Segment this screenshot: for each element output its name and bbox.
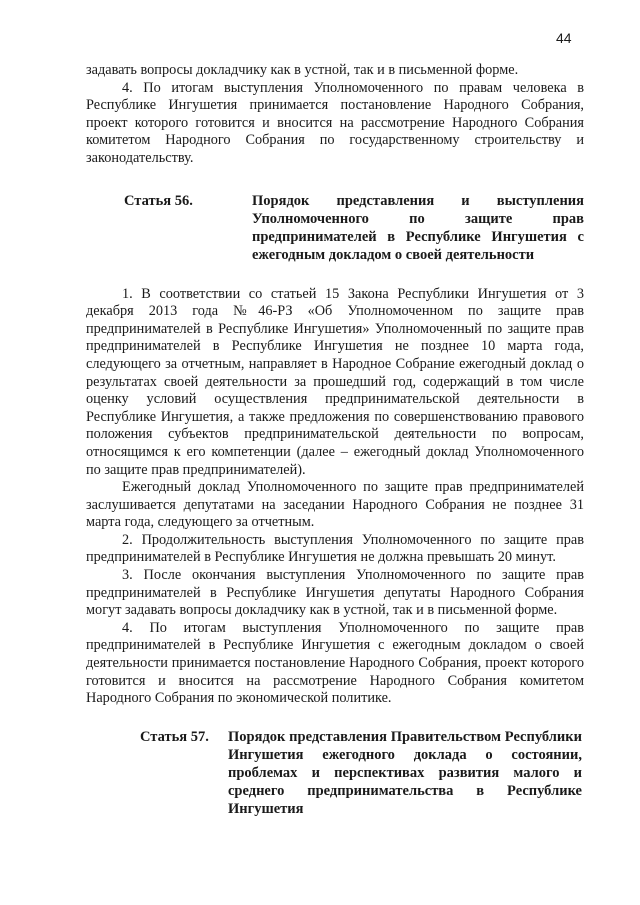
page-number: 44	[556, 30, 572, 46]
article-56-title: Порядок представления и выступления Уполномоченного по защите прав предпринимателей в Республике Ингушетия с ежегодным докладом о своей деятельности	[252, 192, 584, 263]
article-56-label: Статья 56.	[124, 192, 193, 209]
article-56-paragraph-annual-report: Ежегодный доклад Уполномоченного по защите прав предпринимателей заслушивается депутатами на заседании Народного Собрания не позднее 31 марта года, следующего за отчетным.	[86, 479, 584, 531]
article-56-paragraph-4: 4. По итогам выступления Уполномоченного по защите прав предпринимателей в Республике Ингушетия с ежегодным докладом о своей деятельности принимается постановление Народного Собрания, проект которого готовится и вносится на рассмотрение Народного Собрания комитетом Народного Собрания по экономической политике.	[86, 619, 584, 707]
paragraph-item-4-ombudsman: 4. По итогам выступления Уполномоченного по правам человека в Республике Ингушетия принимается постановление Народного Собрания, проект которого готовится и вносится на рассмотрение Народного Собрания комитетом Народного Собрания по государственному строительству и законодательству.	[86, 79, 584, 166]
article-56-paragraph-3: 3. После окончания выступления Уполномоченного по защите прав предпринимателей в Республике Ингушетия депутаты Народного Собрания могут задавать вопросы докладчику как в устной, так и в письменной форме.	[86, 567, 584, 619]
document-body	[86, 62, 584, 818]
paragraph-continuation: задавать вопросы докладчику как в устной, так и в письменной форме.	[86, 62, 519, 78]
article-56-paragraph-1: 1. В соответствии со статьей 15 Закона Республики Ингушетия от 3 декабря 2013 года №46-РЗ «Об Уполномоченном по защите прав предпринимателей в Республике Ингушетия» Уполномоченный по защите прав предпринимателей в Республике Ингушетия не позднее 10 марта года, следующего за отчетным, направляет в Народное Собрание ежегодный доклад о результатах своей деятельности за прошедший год, содержащий в том числе оценку условий осуществления предпринимательской деятельности в Республике Ингушетия, а также предложения по совершенствованию правового положения субъектов предпринимательской деятельности по вопросам, относящимся к его компетенции (далее – ежегодный доклад Уполномоченного по защите прав предпринимателей).	[86, 285, 584, 478]
article-56-heading	[124, 192, 584, 264]
article-57-title: Порядок представления Правительством Республики Ингушетия ежегодного доклада о состоянии, проблемах и перспективах развития малого и среднего предпринимательства в Республике Ингушетия	[228, 728, 582, 817]
article-57-label: Статья 57.	[140, 728, 209, 745]
article-56-paragraph-2: 2. Продолжительность выступления Уполномоченного по защите прав предпринимателей в Республике Ингушетия не должна превышать 20 минут.	[86, 531, 584, 566]
article-57-heading	[140, 728, 584, 818]
